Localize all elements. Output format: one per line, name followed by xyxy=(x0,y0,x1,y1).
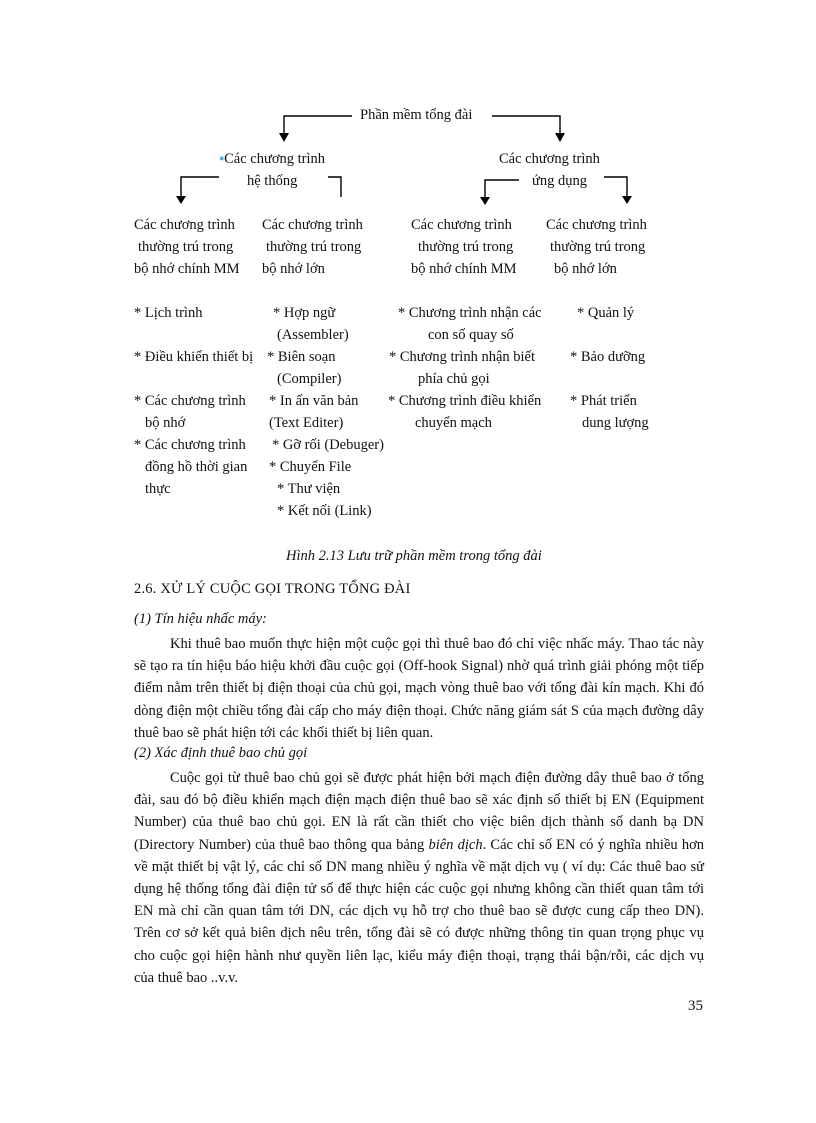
column-2-item: * Kết nối (Link) xyxy=(277,503,372,519)
column-2-item: * Gỡ rối (Debuger) xyxy=(272,437,384,453)
application-programs-line1: Các chương trình xyxy=(499,151,600,167)
column-2-item-cont: (Compiler) xyxy=(277,371,342,387)
column-1-header-line1: Các chương trình xyxy=(134,217,235,233)
column-4-item: * Quản lý xyxy=(577,305,635,321)
column-2-item: * Hợp ngữ xyxy=(273,305,336,321)
application-programs-line2: ứng dụng xyxy=(532,173,587,189)
column-2-item: * Thư viện xyxy=(277,481,341,497)
column-1-item: * Lịch trình xyxy=(134,305,203,321)
subsection-2-paragraph xyxy=(134,767,704,989)
column-4-item: * Phát triển xyxy=(570,393,637,409)
column-2-item: * Biên soạn xyxy=(267,349,336,365)
subsection-2-text-part2: . Các chỉ số EN có ý nghĩa nhiều hơn về mặt thiết bị vật lý, các chỉ số DN mang nhiều ý nghĩa về mặt dịch vụ ( ví dụ: Các thuê bao sử dụng hệ thống tổng đài điện tử số để thực hiện các cuộc gọi nhưng không cần thiết quan tâm tới EN mà chỉ cần quan tâm tới DN, các dịch vụ hỗ trợ cho thuê bao sẽ được cung cấp theo DN). Trên cơ sở kết quả biên dịch nêu trên, tổng đài sẽ có được những thông tin quan trọng phục vụ cho cuộc gọi hiện hành như quyền liên lạc, kiểu máy điện thoại, trạng thái bận/rỗi, các dịch vụ của thuê bao ..v.v. xyxy=(134,836,704,986)
column-3-item-cont: con số quay số xyxy=(428,327,514,343)
subsection-2-emphasis: biên dịch xyxy=(428,836,483,853)
column-2-item-cont: (Assembler) xyxy=(277,327,349,343)
column-4-header-line1: Các chương trình xyxy=(546,217,647,233)
column-3-item-cont: phía chủ gọi xyxy=(418,371,490,387)
column-1-header-line2: thường trú trong xyxy=(138,239,234,255)
column-2-header-line1: Các chương trình xyxy=(262,217,363,233)
column-3-item: * Chương trình nhận biết xyxy=(389,349,536,365)
figure-caption: Hình 2.13 Lưu trữ phần mềm trong tổng đài xyxy=(286,548,542,564)
column-1-header-line3: bộ nhớ chính MM xyxy=(134,261,240,277)
column-4-header-line2: thường trú trong xyxy=(550,239,646,255)
bullet-dot-icon: ▪ xyxy=(219,151,225,167)
column-2-header-line3: bộ nhớ lớn xyxy=(262,261,325,277)
column-1-item: * Các chương trình xyxy=(134,393,246,409)
section-heading: 2.6. XỬ LÝ CUỘC GỌI TRONG TỔNG ĐÀI xyxy=(134,581,411,597)
column-3-header-line2: thường trú trong xyxy=(418,239,514,255)
subsection-2-body xyxy=(134,767,704,989)
column-2-item: * Chuyển File xyxy=(269,459,352,475)
subsection-2-title: (2) Xác định thuê bao chủ gọi xyxy=(134,745,308,761)
system-programs-label xyxy=(219,148,325,170)
column-3-header-line1: Các chương trình xyxy=(411,217,512,233)
column-3-item: * Chương trình điều khiển xyxy=(388,393,542,409)
system-programs-line2: hệ thống xyxy=(247,173,298,189)
column-1-item-cont: thực xyxy=(145,481,171,497)
column-3-item: * Chương trình nhận các xyxy=(398,305,542,321)
column-4-header-line3: bộ nhớ lớn xyxy=(554,261,617,277)
column-3-item-cont: chuyển mạch xyxy=(415,415,492,431)
column-1-item-cont: bộ nhớ xyxy=(145,415,186,431)
system-programs-line1: Các chương trình xyxy=(224,151,326,167)
column-2-item: * In ấn văn bản xyxy=(269,393,359,409)
column-4-item: * Bảo dưỡng xyxy=(570,349,646,365)
subsection-1-body xyxy=(134,633,704,744)
page-number: 35 xyxy=(688,998,703,1014)
column-3-header-line3: bộ nhớ chính MM xyxy=(411,261,517,277)
subsection-2-text-part1: Cuộc gọi từ thuê bao chủ gọi sẽ được phát hiện bởi mạch điện đường dây thuê bao ở tổng đài, sau đó bộ điều khiển mạch điện mạch điện thuê bao sẽ xác định số thiết bị EN (Equipment Number) của thuê bao chủ gọi. EN là rất cần thiết cho việc biên dịch thành số danh bạ DN (Directory Number) của thuê bao thông qua bảng xyxy=(134,770,704,853)
diagram-root-label: Phần mềm tổng đài xyxy=(360,107,473,123)
column-1-item-cont: đồng hồ thời gian xyxy=(145,459,248,475)
column-2-item-cont: (Text Editer) xyxy=(269,415,344,431)
column-1-item: * Các chương trình xyxy=(134,437,246,453)
column-1-item: * Điều khiển thiết bị xyxy=(134,349,254,365)
subsection-1-paragraph: Khi thuê bao muốn thực hiện một cuộc gọi thì thuê bao đó chỉ việc nhấc máy. Thao tác này sẽ tạo ra tín hiệu báo hiệu khởi đầu cuộc gọi (Off-hook Signal) nhờ quá trình giải phóng một tiếp điểm nằm trên thiết bị điện thoại của chủ gọi, mạch vòng thuê bao với tổng đài kín mạch. Khi đó dòng điện một chiều tổng đài cấp cho máy điện thoại. Chức năng giám sát S của mạch đường dây thuê bao sẽ phát hiện tới các khối thiết bị liên quan. xyxy=(134,636,704,741)
column-2-header-line2: thường trú trong xyxy=(266,239,362,255)
column-4-item-cont: dung lượng xyxy=(582,415,649,431)
subsection-1-title: (1) Tín hiệu nhấc máy: xyxy=(134,611,267,627)
